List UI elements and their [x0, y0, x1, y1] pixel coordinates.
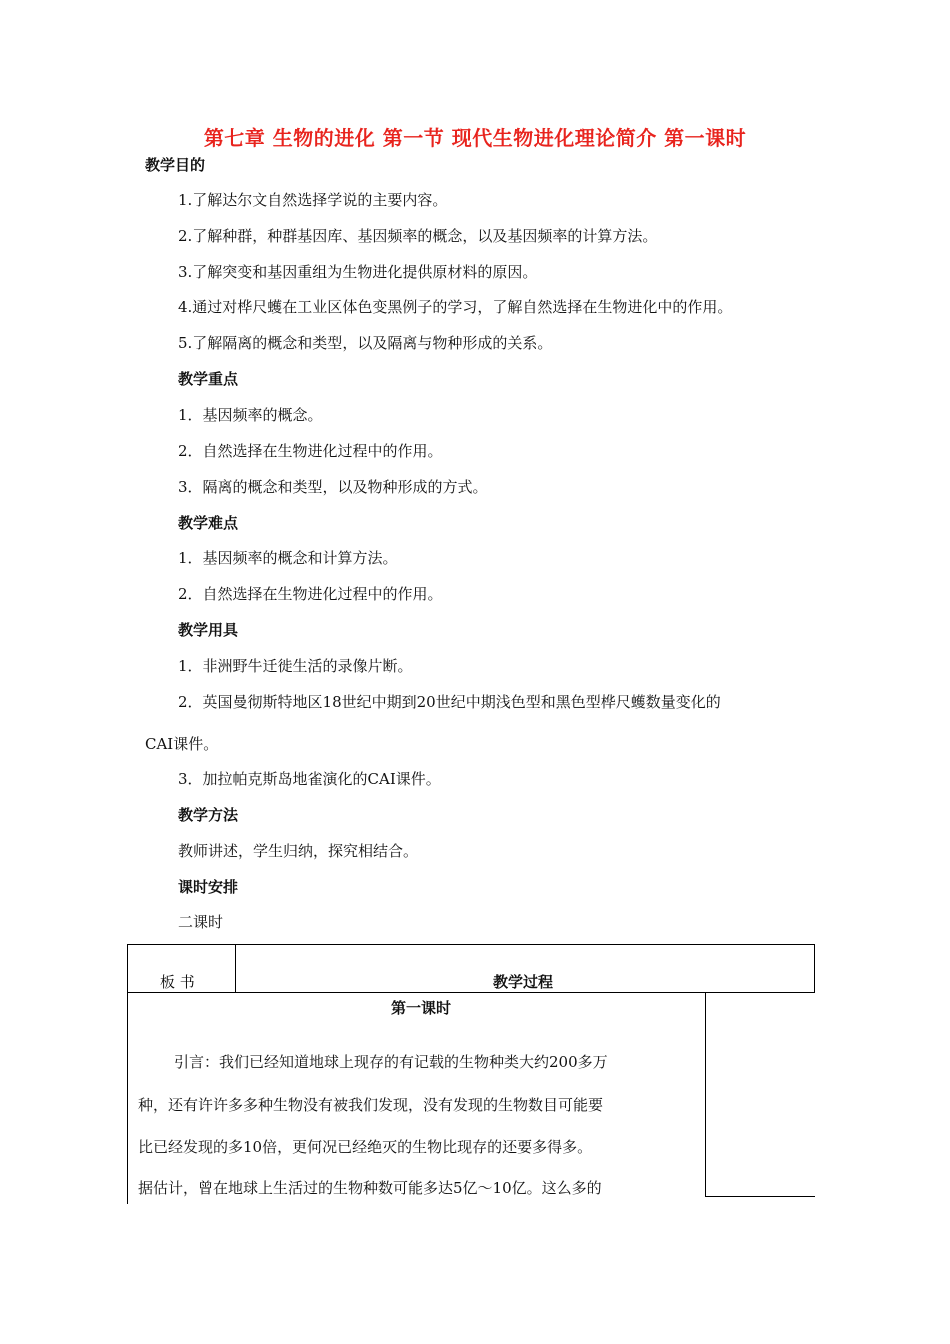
table-header-bottom — [127, 992, 815, 993]
objective-item: 1.了解达尔文自然选择学说的主要内容。 — [178, 191, 448, 209]
column-header-process: 教学过程 — [493, 973, 554, 991]
objective-item: 5.了解隔离的概念和类型，以及隔离与物种形成的关系。 — [178, 334, 553, 352]
intro-line: 引言：我们已经知道地球上现存的有记载的生物种类大约200多万 — [174, 1053, 608, 1071]
column-header-board: 板 书 — [160, 973, 195, 991]
table-right-cell-bottom — [705, 1196, 815, 1197]
intro-line: 比已经发现的多10倍，更何况已经绝灭的生物比现存的还要多得多。 — [138, 1138, 593, 1156]
objective-item: 3.了解突变和基因重组为生物进化提供原材料的原因。 — [178, 263, 538, 281]
schedule-text: 二课时 — [178, 913, 224, 931]
heading-key-points: 教学重点 — [178, 370, 239, 388]
key-point-item: 1．基因频率的概念。 — [178, 406, 323, 424]
table-border-top — [127, 944, 815, 945]
document-title: 第七章 生物的进化 第一节 现代生物进化理论简介 第一课时 — [203, 126, 747, 150]
tool-item: 2．英国曼彻斯特地区18世纪中期到20世纪中期浅色型和黑色型桦尺蠖数量变化的 — [178, 693, 721, 711]
intro-line: 据估计，曾在地球上生活过的生物种数可能多达5亿～10亿。这么多的 — [138, 1179, 602, 1197]
table-header-divider — [235, 944, 236, 993]
table-body-divider — [705, 992, 706, 1196]
heading-tools: 教学用具 — [178, 621, 239, 639]
tool-item-continuation: CAI课件。 — [145, 735, 219, 753]
lesson-table — [127, 944, 815, 1204]
tool-item: 1．非洲野牛迁徙生活的录像片断。 — [178, 657, 413, 675]
objective-item: 4.通过对桦尺蠖在工业区体色变黑例子的学习，了解自然选择在生物进化中的作用。 — [178, 298, 733, 316]
heading-objectives: 教学目的 — [145, 156, 206, 174]
heading-methods: 教学方法 — [178, 806, 239, 824]
difficulty-item: 2．自然选择在生物进化过程中的作用。 — [178, 585, 443, 603]
methods-text: 教师讲述，学生归纳，探究相结合。 — [178, 842, 419, 860]
session-title: 第一课时 — [391, 999, 452, 1017]
heading-schedule: 课时安排 — [178, 878, 239, 896]
key-point-item: 3．隔离的概念和类型，以及物种形成的方式。 — [178, 478, 488, 496]
objective-item: 2.了解种群，种群基因库、基因频率的概念，以及基因频率的计算方法。 — [178, 227, 658, 245]
difficulty-item: 1．基因频率的概念和计算方法。 — [178, 549, 398, 567]
intro-line: 种，还有许许多多种生物没有被我们发现，没有发现的生物数目可能要 — [138, 1096, 604, 1114]
tool-item: 3．加拉帕克斯岛地雀演化的CAI课件。 — [178, 770, 441, 788]
key-point-item: 2．自然选择在生物进化过程中的作用。 — [178, 442, 443, 460]
heading-difficulties: 教学难点 — [178, 514, 239, 532]
table-border-right-header — [814, 944, 815, 993]
table-border-left — [127, 944, 128, 1204]
